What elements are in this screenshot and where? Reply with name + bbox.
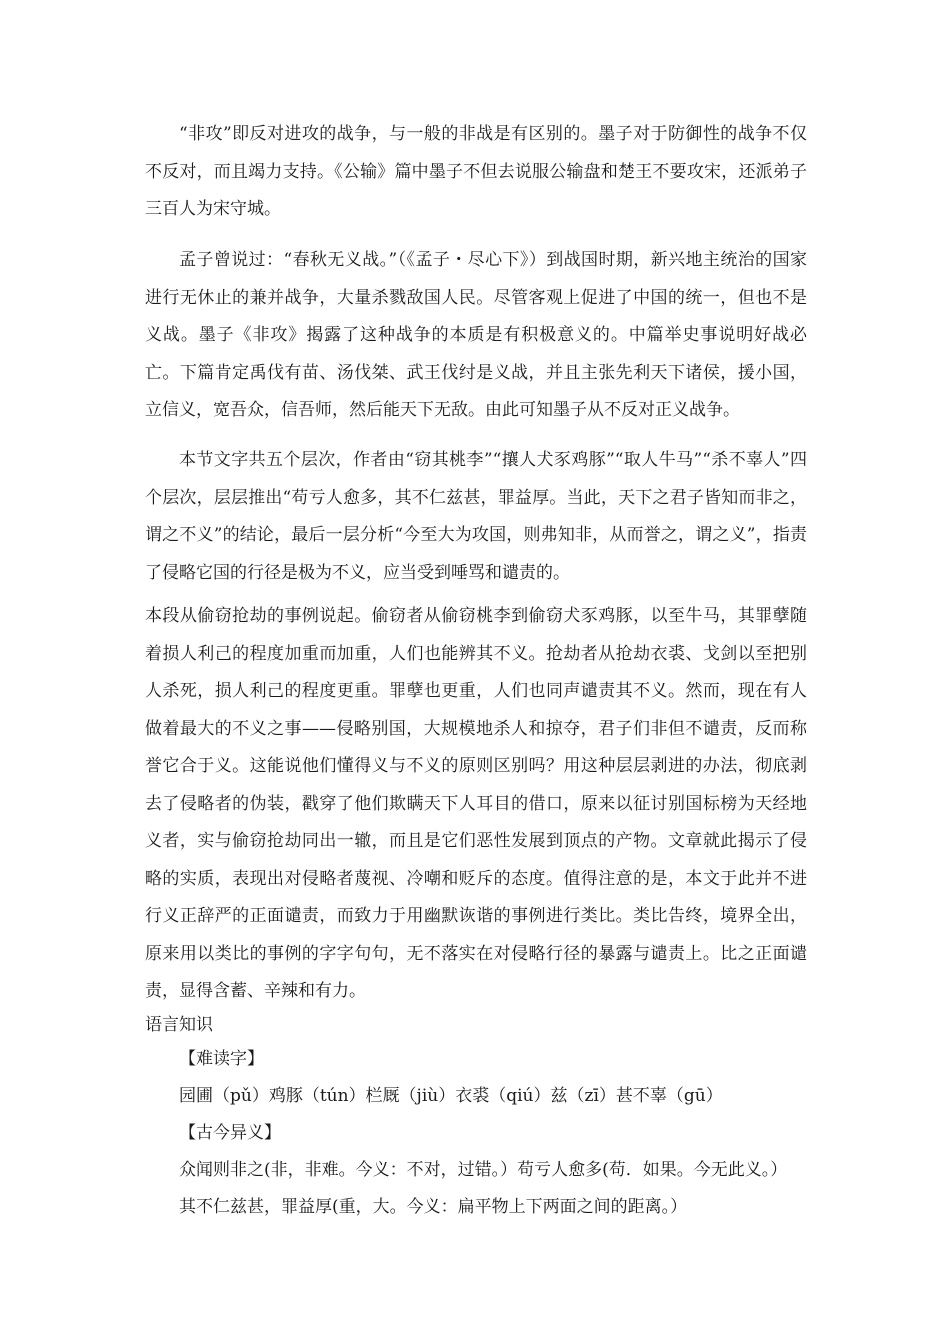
heading-hard-chars: 【难读字】 <box>179 1049 264 1069</box>
paragraph-mencius: 孟子曾说过：“春秋无义战。”（《孟子・尽心下》）到战国时期，新兴地主统治的国家进行无休止的兼并战争，大量杀戮敌国人民。尽管客观上促进了中国的统一，但也不是义战。墨子《非攻》揭露了这种战争的本质是有积极意义的。中篇举史事说明好战必亡。下篇肯定禹伐有苗、汤伐桀、武王伐纣是义战，并且主张先利天下诸侯，援小国，立信义，宽吾众，信吾师，然后能天下无敌。由此可知墨子从不反对正义战争。 <box>145 250 807 420</box>
ancient-modern-line-1: 众闻则非之(非，非难。今义：不对，过错。）苟亏人愈多(苟．如果。今无此义。） <box>179 1160 788 1180</box>
paragraph-analysis: 本段从偷窃抢劫的事例说起。偷窃者从偷窃桃李到偷窃犬豕鸡豚，以至牛马，其罪孽随着损人利己的程度加重而加重，人们也能辨其不义。抢劫者从抢劫衣裘、戈剑以至把别人杀死，损人利己的程度更重。罪孽也更重，人们也同声谴责其不义。然而，现在有人做着最大的不义之事——侵略别国，大规模地杀人和掠夺，君子们非但不谴责，反而称誉它合于义。这能说他们懂得义与不义的原则区别吗？用这种层层剥进的办法，彻底剥去了侵略者的伪装，戳穿了他们欺瞒天下人耳目的借口，原来以征讨别国标榜为天经地义者，实与偷窃抢劫同出一辙，而且是它们恶性发展到顶点的产物。文章就此揭示了侵略的实质，表现出对侵略者蔑视、冷嘲和贬斥的态度。值得注意的是，本文于此并不进行义正辞严的正面谴责，而致力于用幽默诙谐的事例进行类比。类比告终，境界全出，原来用以类比的事例的字字句句，无不落实在对侵略行径的暴露与谴责上。比之正面谴责，显得含蓄、辛辣和有力。 <box>145 606 807 1001</box>
heading-ancient-modern: 【古今异义】 <box>179 1123 281 1143</box>
ancient-modern-line-2: 其不仁兹甚，罪益厚(重，大。今义：扁平物上下两面之间的距离。） <box>179 1197 688 1217</box>
paragraph-structure: 本节文字共五个层次，作者由“窃其桃李”“攘人犬豕鸡豚”“取人牛马”“杀不辜人”四个层次，层层推出“苟亏人愈多，其不仁兹甚，罪益厚。当此，天下之君子皆知而非之，谓之不义”的结论，最后一层分析“今至大为攻国，则弗知非，从而誉之，谓之义”，指责了侵略它国的行径是极为不义，应当受到唾骂和谴责的。 <box>145 450 807 583</box>
paragraph-feigong: “非攻”即反对进攻的战争，与一般的非战是有区别的。墨子对于防御性的战争不仅不反对，而且竭力支持。《公输》篇中墨子不但去说服公输盘和楚王不要攻宋，还派弟子三百人为宋守城。 <box>145 124 807 219</box>
hard-chars-line: 园圃（pǔ）鸡豚（tún）栏厩（jiù）衣裘（qiú）兹（zī）甚不辜（gū） <box>179 1086 723 1106</box>
section-heading-language: 语言知识 <box>145 1015 213 1035</box>
